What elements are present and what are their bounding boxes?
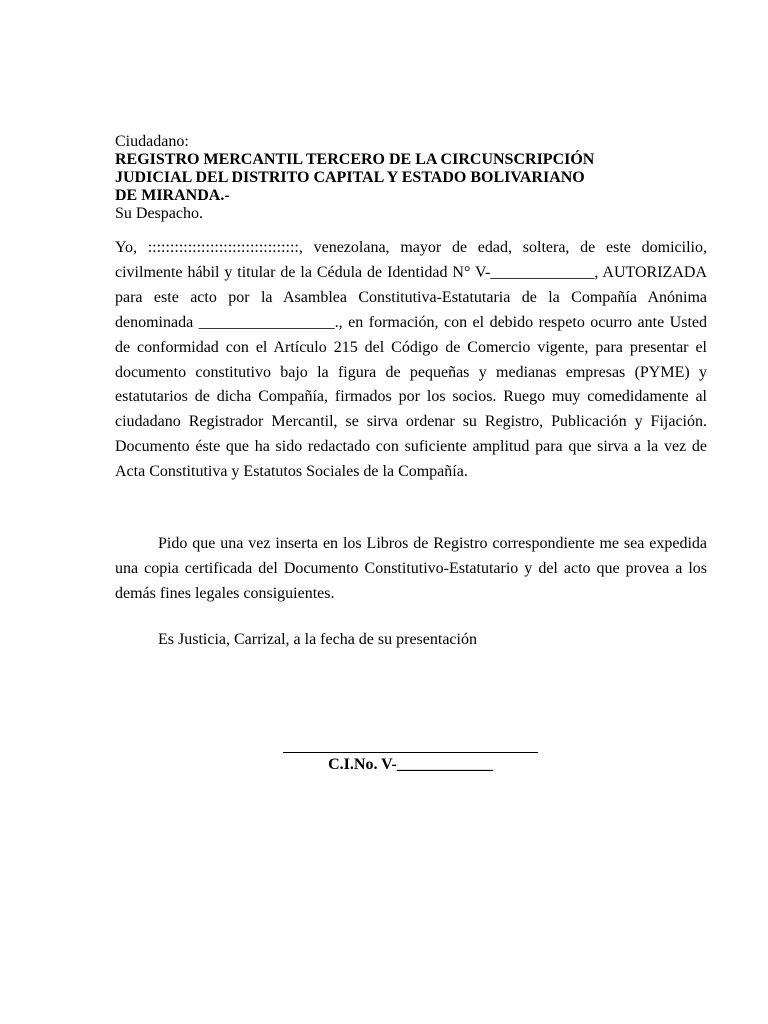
body-paragraph-authorization: Yo, ::::::::::::::::::::::::::::::::::, venezolana, mayor de edad, soltera, de este domicilio, civilmente hábil y titular de la Cédula de Identidad N° V-_____________, AUTORIZADA para este acto por la Asamblea Constitutiva-Estatutaria de la Compañía Anónima denominada _________________., en formación, con el debido respeto ocurro ante Usted de conformidad con el Artículo 215 del Código de Comercio vigente, para presentar el documento constitutivo bajo la figura de pequeñas y medianas empresas (PYME) y estatutarios de dicha Compañía, firmados por los socios. Ruego muy comedidamente al ciudadano Registrador Mercantil, se sirva ordenar su Registro, Publicación y Fijación. Documento éste que ha sido redactado con suficiente amplitud para que sirva a la vez de Acta Constitutiva y Estatutos Sociales de la Compañía. bbox=[115, 239, 707, 481]
recipient-line-2: JUDICIAL DEL DISTRITO CAPITAL Y ESTADO BOLIVARIANO bbox=[115, 169, 585, 186]
salutation: Ciudadano: bbox=[115, 133, 189, 150]
recipient-line-1: REGISTRO MERCANTIL TERCERO DE LA CIRCUNSCRIPCIÓN bbox=[115, 151, 595, 168]
recipient-line-3: DE MIRANDA.- bbox=[115, 187, 230, 204]
closing-line: Es Justicia, Carrizal, a la fecha de su presentación bbox=[158, 631, 477, 648]
despacho-line: Su Despacho. bbox=[115, 205, 203, 222]
signature-ci-label: C.I.No. V-____________ bbox=[328, 756, 493, 773]
recipient-address-block bbox=[115, 133, 675, 223]
signature-line bbox=[283, 752, 538, 753]
body-paragraph-request-copy: Pido que una vez inserta en los Libros de Registro correspondiente me sea expedida una copia certificada del Documento Constitutivo-Estatutario y del acto que provea a los demás fines legales consiguientes. bbox=[115, 535, 707, 602]
